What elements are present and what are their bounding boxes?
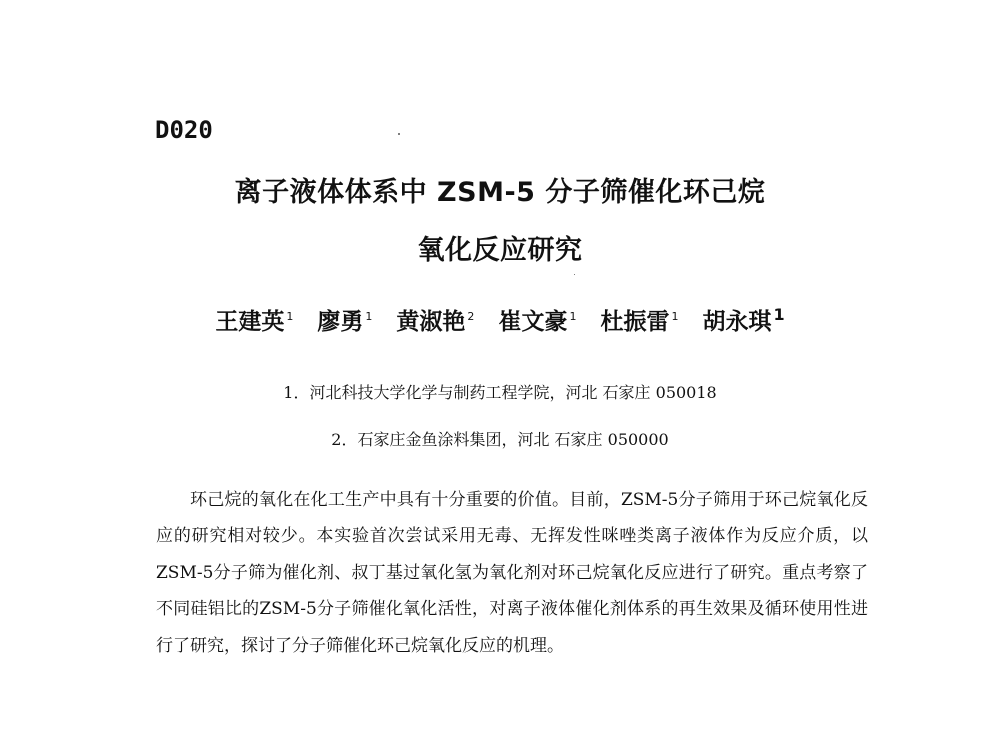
author-name: 杜振雷 — [600, 309, 670, 335]
author-affiliation-mark: 2 — [467, 310, 475, 324]
affiliation-1: 1．河北科技大学化学与制药工程学院，河北 石家庄 050018 — [283, 383, 717, 402]
author — [498, 303, 576, 336]
author-affiliation-mark: 1 — [671, 310, 679, 324]
author — [215, 303, 293, 336]
scan-speck — [574, 274, 575, 275]
author-name: 廖勇 — [317, 309, 364, 335]
author-affiliation-mark: 1 — [569, 310, 577, 324]
paper-code: D020 — [155, 116, 213, 144]
author-affiliation-mark: 1 — [286, 310, 294, 324]
author-name: 黄淑艳 — [396, 309, 466, 335]
paper-title-line-2: 氧化反应研究 — [417, 235, 583, 266]
author-affiliation-mark: 1 — [365, 310, 373, 324]
scan-speck — [398, 133, 400, 135]
author — [317, 303, 372, 336]
author-name: 王建英 — [215, 309, 285, 335]
author — [702, 303, 784, 336]
author-affiliation-mark: 1 — [773, 305, 785, 325]
author — [600, 303, 678, 336]
affiliation-2: 2．石家庄金鱼涂料集团，河北 石家庄 050000 — [331, 430, 669, 449]
abstract-paragraph: 环己烷的氧化在化工生产中具有十分重要的价值。目前，ZSM-5分子筛用于环己烷氧化反应的研究相对较少。本实验首次尝试采用无毒、无挥发性咪唑类离子液体作为反应介质，以ZSM-5分子筛为催化剂、叔丁基过氧化氢为氧化剂对环己烷氧化反应进行了研究。重点考察了不同硅铝比的ZSM-5分子筛催化氧化活性，对离子液体催化剂体系的再生效果及循环使用性进行了研究，探讨了分子筛催化环己烷氧化反应的机理。 — [156, 490, 868, 656]
author-name: 崔文豪 — [498, 309, 568, 335]
author-name: 胡永琪 — [702, 309, 772, 335]
author — [396, 303, 474, 336]
paper-title-line-1: 离子液体体系中 ZSM-5 分子筛催化环己烷 — [234, 177, 766, 208]
author-list — [0, 303, 1000, 336]
